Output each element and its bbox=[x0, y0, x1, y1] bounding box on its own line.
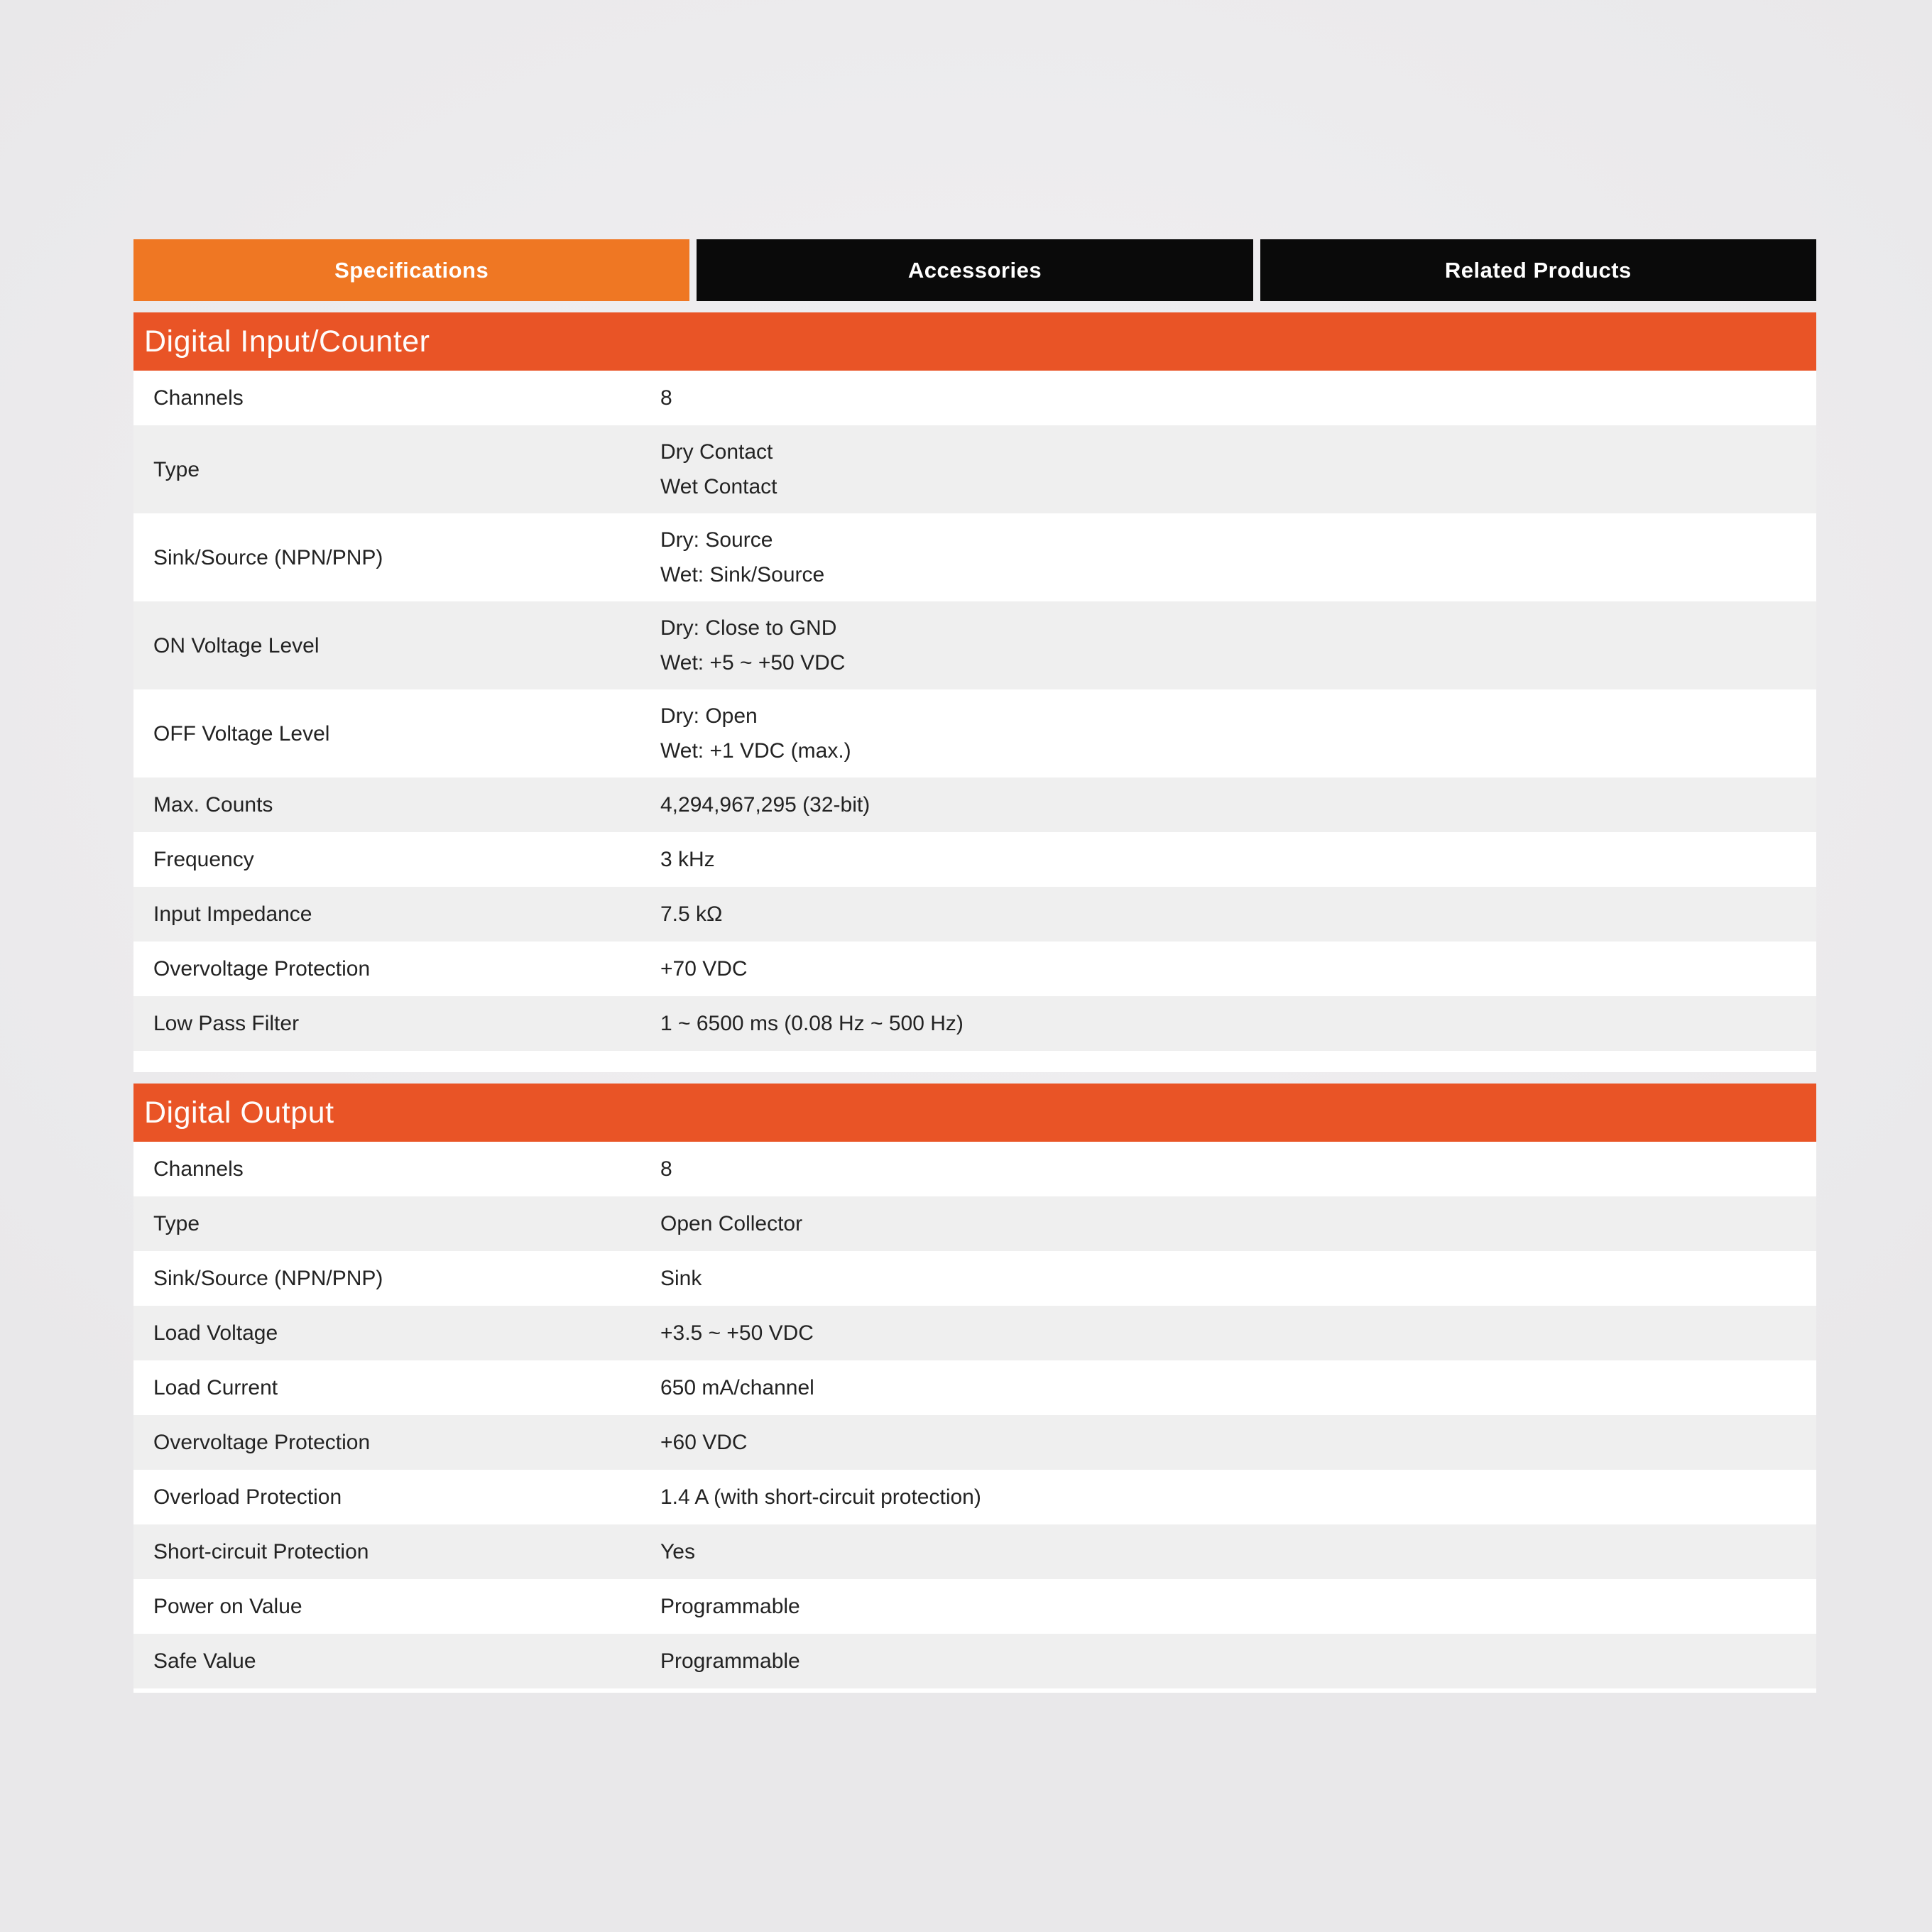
row-value-line: Wet: +1 VDC (max.) bbox=[660, 739, 851, 763]
row-label: Type bbox=[153, 457, 200, 481]
table-row bbox=[133, 887, 1816, 942]
table-row bbox=[133, 777, 1816, 832]
row-value bbox=[660, 897, 1816, 932]
table-row bbox=[133, 1360, 1816, 1415]
row-label: ON Voltage Level bbox=[153, 633, 320, 657]
row-value bbox=[660, 523, 1816, 592]
row-value-line: Dry: Source bbox=[660, 528, 773, 552]
row-value-line: 7.5 kΩ bbox=[660, 902, 723, 926]
tab-related-products[interactable]: Related Products bbox=[1260, 239, 1816, 301]
row-value bbox=[660, 1534, 1816, 1569]
row-value-line: +3.5 ~ +50 VDC bbox=[660, 1321, 814, 1345]
row-value-line: 650 mA/channel bbox=[660, 1376, 814, 1399]
table-row bbox=[133, 1524, 1816, 1579]
row-label: Sink/Source (NPN/PNP) bbox=[153, 1267, 383, 1290]
row-value-line: 8 bbox=[660, 1157, 672, 1181]
table-row bbox=[133, 1415, 1816, 1470]
row-value bbox=[660, 951, 1816, 986]
tab-accessories[interactable]: Accessories bbox=[697, 239, 1252, 301]
row-value bbox=[660, 1425, 1816, 1460]
table-row bbox=[133, 371, 1816, 425]
row-value bbox=[660, 699, 1816, 768]
row-label: Max. Counts bbox=[153, 793, 273, 817]
table-row bbox=[133, 513, 1816, 601]
row-value-line: +70 VDC bbox=[660, 957, 748, 981]
table-row bbox=[133, 1142, 1816, 1196]
row-value-line: Sink bbox=[660, 1267, 702, 1290]
table-row bbox=[133, 601, 1816, 689]
row-value bbox=[660, 1206, 1816, 1241]
row-value-line: Programmable bbox=[660, 1649, 800, 1673]
row-value-line: 8 bbox=[660, 386, 672, 410]
row-label: Overload Protection bbox=[153, 1485, 342, 1509]
row-value-line: Dry: Close to GND bbox=[660, 616, 837, 640]
spec-table bbox=[133, 1084, 1816, 1693]
row-value bbox=[660, 435, 1816, 504]
row-label: Power on Value bbox=[153, 1595, 302, 1618]
table-row bbox=[133, 942, 1816, 996]
table-row bbox=[133, 1579, 1816, 1634]
row-value bbox=[660, 1261, 1816, 1296]
row-label: Short-circuit Protection bbox=[153, 1540, 369, 1563]
row-value bbox=[660, 1644, 1816, 1679]
row-value-line: 3 kHz bbox=[660, 848, 715, 871]
table-row bbox=[133, 1251, 1816, 1306]
section-header: Digital Output bbox=[133, 1084, 1816, 1142]
spec-table bbox=[133, 312, 1816, 1072]
row-value bbox=[660, 1370, 1816, 1405]
row-value-line: Yes bbox=[660, 1540, 695, 1563]
row-label: Load Voltage bbox=[153, 1321, 278, 1345]
row-value-line: Wet: Sink/Source bbox=[660, 563, 825, 586]
row-label: Channels bbox=[153, 386, 244, 410]
row-label: Sink/Source (NPN/PNP) bbox=[153, 545, 383, 569]
row-value-line: Dry: Open bbox=[660, 704, 758, 728]
row-value bbox=[660, 1589, 1816, 1624]
row-label: Overvoltage Protection bbox=[153, 957, 371, 981]
row-value bbox=[660, 1480, 1816, 1515]
table-row bbox=[133, 1196, 1816, 1251]
row-value-line: Open Collector bbox=[660, 1212, 803, 1235]
section-header: Digital Input/Counter bbox=[133, 312, 1816, 371]
row-label: Safe Value bbox=[153, 1649, 256, 1673]
table-row bbox=[133, 689, 1816, 777]
tab-bar bbox=[133, 239, 1816, 301]
row-value bbox=[660, 1316, 1816, 1350]
row-label: Low Pass Filter bbox=[153, 1012, 300, 1035]
spec-page-content bbox=[133, 239, 1816, 1693]
table-row bbox=[133, 1634, 1816, 1688]
row-value-line: 1 ~ 6500 ms (0.08 Hz ~ 500 Hz) bbox=[660, 1012, 964, 1035]
row-label: Frequency bbox=[153, 848, 254, 871]
table-row bbox=[133, 832, 1816, 887]
spec-tables-container bbox=[133, 312, 1816, 1693]
row-value-line: Wet: +5 ~ +50 VDC bbox=[660, 651, 846, 675]
row-label: Type bbox=[153, 1212, 200, 1235]
row-value bbox=[660, 842, 1816, 877]
row-value bbox=[660, 1152, 1816, 1186]
tab-specifications[interactable]: Specifications bbox=[133, 239, 689, 301]
row-value-line: 4,294,967,295 (32-bit) bbox=[660, 793, 871, 817]
row-value-line: 1.4 A (with short-circuit protection) bbox=[660, 1485, 981, 1509]
row-label: Load Current bbox=[153, 1376, 278, 1399]
table-row bbox=[133, 1470, 1816, 1524]
table-row bbox=[133, 996, 1816, 1051]
row-value-line: Programmable bbox=[660, 1595, 800, 1618]
table-row bbox=[133, 1306, 1816, 1360]
row-label: OFF Voltage Level bbox=[153, 721, 330, 746]
row-label: Input Impedance bbox=[153, 902, 312, 926]
row-label: Channels bbox=[153, 1157, 244, 1181]
row-value bbox=[660, 611, 1816, 680]
row-value-line: Dry Contact bbox=[660, 440, 773, 464]
row-value-line: Wet Contact bbox=[660, 475, 777, 498]
row-value-line: +60 VDC bbox=[660, 1431, 748, 1454]
row-value bbox=[660, 787, 1816, 822]
row-value bbox=[660, 1006, 1816, 1041]
row-label: Overvoltage Protection bbox=[153, 1431, 371, 1454]
table-row bbox=[133, 425, 1816, 513]
row-value bbox=[660, 381, 1816, 415]
